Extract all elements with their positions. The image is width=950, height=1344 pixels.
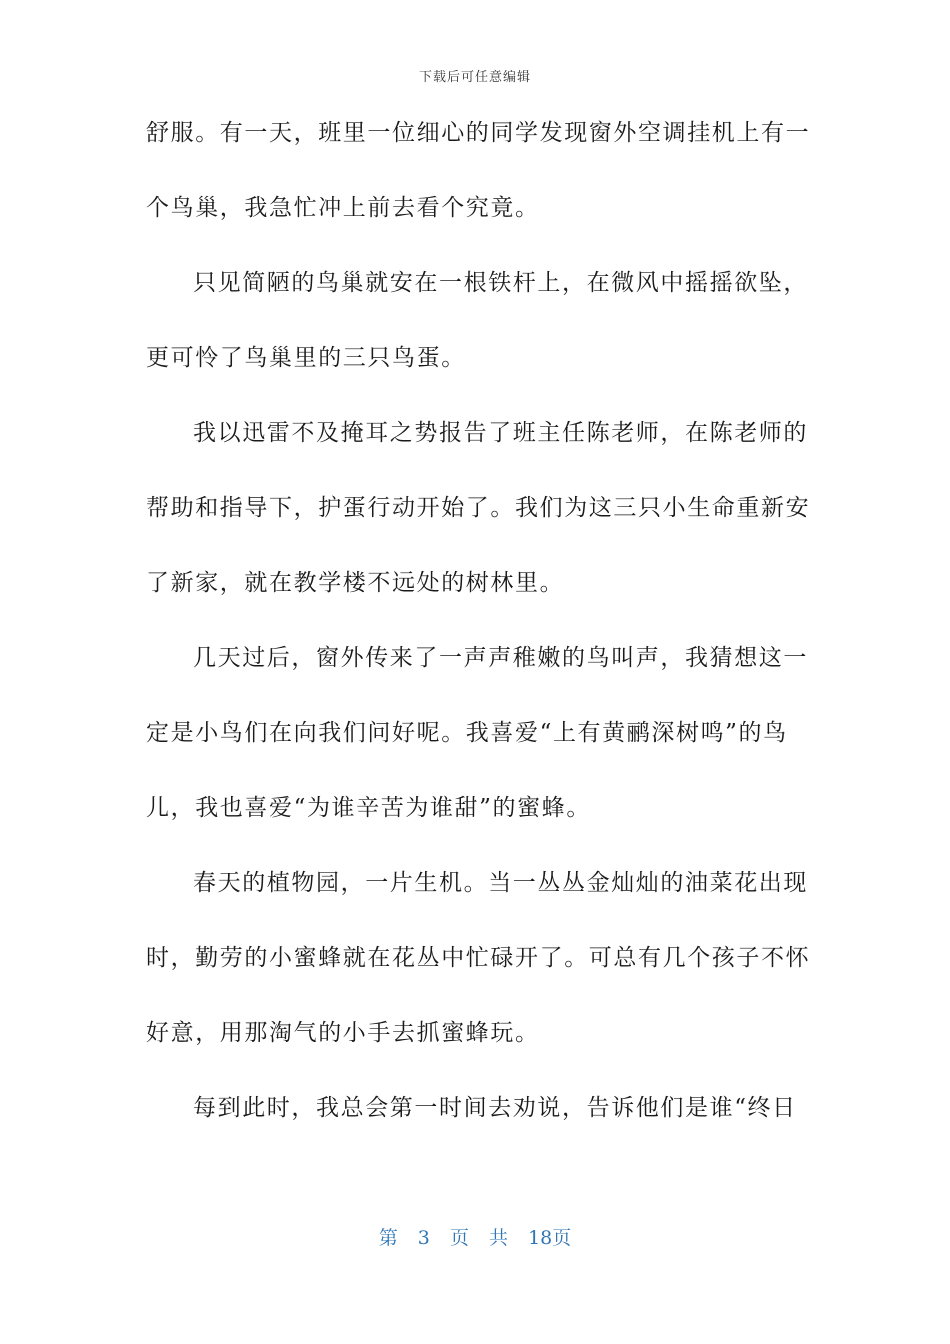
footer-gong: 共 [489,1227,509,1249]
download-note: 下载后可任意编辑 [418,70,531,85]
paragraph-start-line: 几天过后，窗外传来了一声声稚嫩的鸟叫声，我猜想这一 [193,645,808,671]
paragraph-start-line: 只见简陋的鸟巢就安在一根铁杆上，在微风中摇摇欲坠， [193,270,808,296]
text-line: 舒服。有一天，班里一位细心的同学发现窗外空调挂机上有一 [146,120,811,146]
paragraph-start-line: 春天的植物园，一片生机。当一丛丛金灿灿的油菜花出现 [193,870,808,896]
footer-total-pages: 18页 [528,1227,572,1249]
text-line: 时，勤劳的小蜜蜂就在花丛中忙碌开了。可总有几个孩子不怀 [146,945,811,971]
footer-di: 第 [378,1227,398,1249]
text-line: 个鸟巢，我急忙冲上前去看个究竟。 [146,195,540,221]
text-line: 更可怜了鸟巢里的三只鸟蛋。 [146,345,466,371]
paragraph-start-line: 我以迅雷不及掩耳之势报告了班主任陈老师，在陈老师的 [193,420,808,446]
text-line: 儿，我也喜爱“为谁辛苦为谁甜”的蜜蜂。 [146,795,591,821]
text-line: 定是小鸟们在向我们问好呢。我喜爱“上有黄鹂深树鸣”的鸟 [146,720,788,746]
footer-ye: 页 [449,1227,469,1249]
paragraph-start-line: 每到此时，我总会第一时间去劝说，告诉他们是谁“终日 [193,1095,797,1121]
text-line: 帮助和指导下，护蛋行动开始了。我们为这三只小生命重新安 [146,495,811,521]
footer-page-number: 3 [417,1227,430,1249]
text-line: 了新家，就在教学楼不远处的树林里。 [146,570,565,596]
text-line: 好意，用那淘气的小手去抓蜜蜂玩。 [146,1020,540,1046]
page-number-footer [0,1223,950,1250]
